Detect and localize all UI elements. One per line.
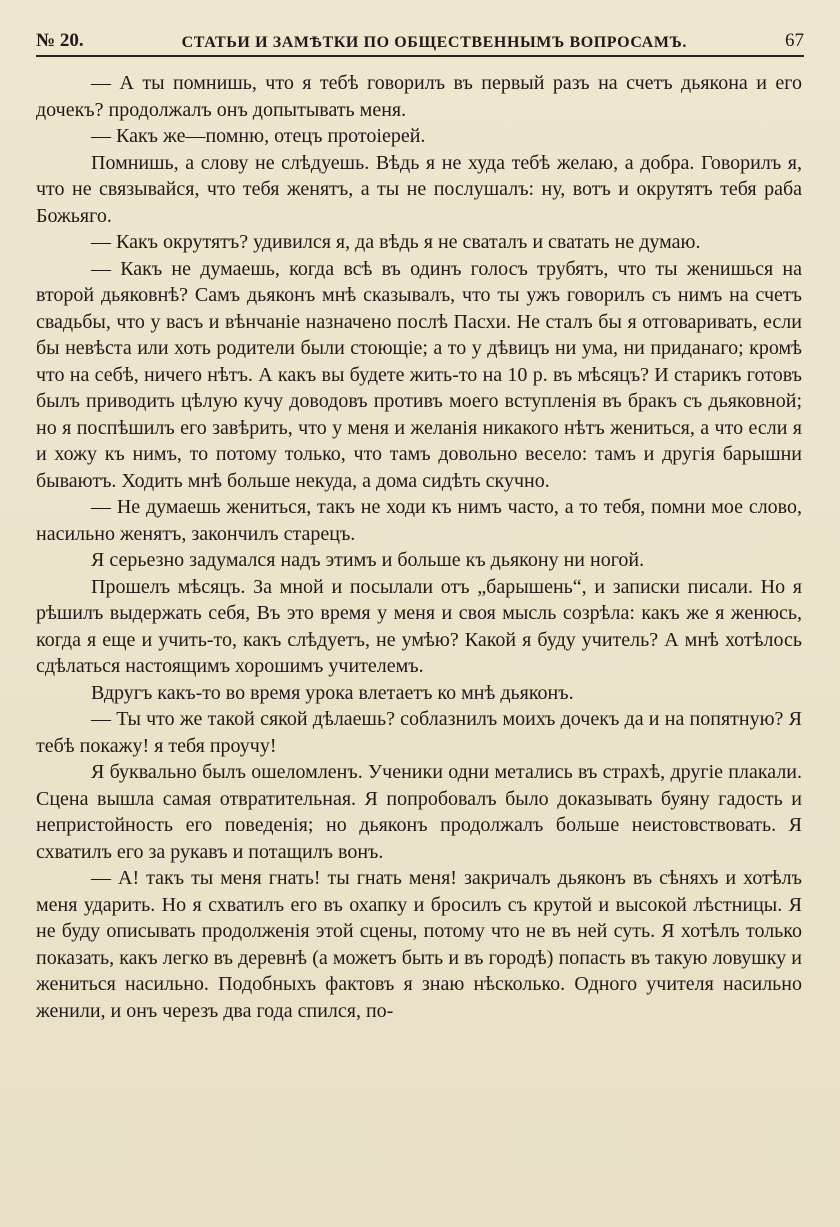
page-number: 67	[785, 30, 804, 51]
paragraph: Вдругъ какъ-то во время урока влетаетъ ко мнѣ дьяконъ.	[91, 681, 574, 704]
paragraph: Помнишь, а слову не слѣдуешь. Вѣдь я не худа тебѣ желаю, а добра. Говорилъ я, что не связывайся, что тебя женятъ, а ты не послушалъ: ну, вотъ и окрутятъ тебя раба Божьяго.	[36, 151, 802, 227]
paragraph: — Какъ окрутятъ? удивился я, да вѣдь я не сваталъ и сватать не думаю.	[91, 231, 701, 253]
paragraph: — А ты помнишь, что я тебѣ говорилъ въ первый разъ на счетъ дьякона и его дочекъ? продолжалъ онъ допытывать меня.	[36, 72, 802, 121]
paragraph: — Какъ же—помню, отецъ протоіерей.	[91, 125, 426, 147]
paragraph: Прошелъ мѣсяцъ. За мной и посылали отъ „барышень“, и записки писали. Но я рѣшилъ выдержать себя, Въ это время у меня и своя мысль созрѣла: какъ же я женюсь, когда я еще и учить-то, какъ слѣдуетъ, не умѣю? Какой я буду учитель? А мнѣ хотѣлось сдѣлаться настоящимъ хорошимъ учителемъ.	[36, 575, 802, 677]
paragraph: — А! такъ ты меня гнать! ты гнать меня! закричалъ дьяконъ въ сѣняхъ и хотѣлъ меня ударить. Но я схватилъ его въ охапку и бросилъ съ крутой и высокой лѣстницы. Я не буду описывать продолженія этой сцены, потому что не въ ней суть. Я хотѣлъ только показать, какъ легко въ деревнѣ (а можетъ быть и въ городѣ) попасть въ такую ловушку и жениться насильно. Подобныхъ фактовъ я знаю нѣсколько. Одного учителя насильно женили, и онъ черезъ два года спился, по-	[36, 867, 802, 1022]
paragraph: Я серьезно задумался надъ этимъ и больше къ дьякону ни ногой.	[91, 549, 645, 571]
paragraph: — Не думаешь жениться, такъ не ходи къ нимъ часто, а то тебя, помни мое слово, насильно женятъ, закончилъ старецъ.	[36, 496, 802, 545]
body-text	[36, 70, 802, 1024]
section-title: СТАТЬИ И ЗАМѢТКИ ПО ОБЩЕСТВЕННЫМЪ ВОПРОСАМЪ.	[181, 34, 687, 51]
running-header	[36, 18, 804, 57]
issue-number: № 20.	[36, 30, 84, 51]
paragraph: Я буквально былъ ошеломленъ. Ученики одни метались въ страхѣ, другіе плакали. Сцена вышла самая отвратительная. Я попробовалъ было доказывать буяну гадость и непристойность его поведенія; но дьяконъ продолжалъ больше неистовствовать. Я схватилъ его за рукавъ и потащилъ вонъ.	[36, 761, 802, 863]
paragraph: — Какъ не думаешь, когда всѣ въ одинъ голосъ трубятъ, что ты женишься на второй дьяковнѣ? Самъ дьяконъ мнѣ сказывалъ, что ты ужъ говорилъ съ нимъ на счетъ свадьбы, что у васъ и вѣнчаніе назначено послѣ Пасхи. Не сталъ бы я отговаривать, если бы невѣста или хоть родители были стоющіе; а то у дѣвицъ ни ума, ни приданаго; кромѣ что на себѣ, ничего нѣтъ. А какъ вы будете жить-то на 10 р. въ мѣсяцъ? И старикъ готовъ былъ приводить цѣлую кучу доводовъ противъ моего вступленія въ бракъ съ дьяковной; но я поспѣшилъ его завѣрить, что у меня и желанія никакого нѣтъ жениться, а что если я и хожу къ нимъ, то потому только, что тамъ довольно весело: тамъ и другія барышни бываютъ. Ходить мнѣ больше некуда, а дома сидѣть скучно.	[36, 257, 802, 492]
paragraph: — Ты что же такой сякой дѣлаешь? соблазнилъ моихъ дочекъ да и на попятную? Я тебѣ покажу! я тебя проучу!	[36, 708, 802, 757]
